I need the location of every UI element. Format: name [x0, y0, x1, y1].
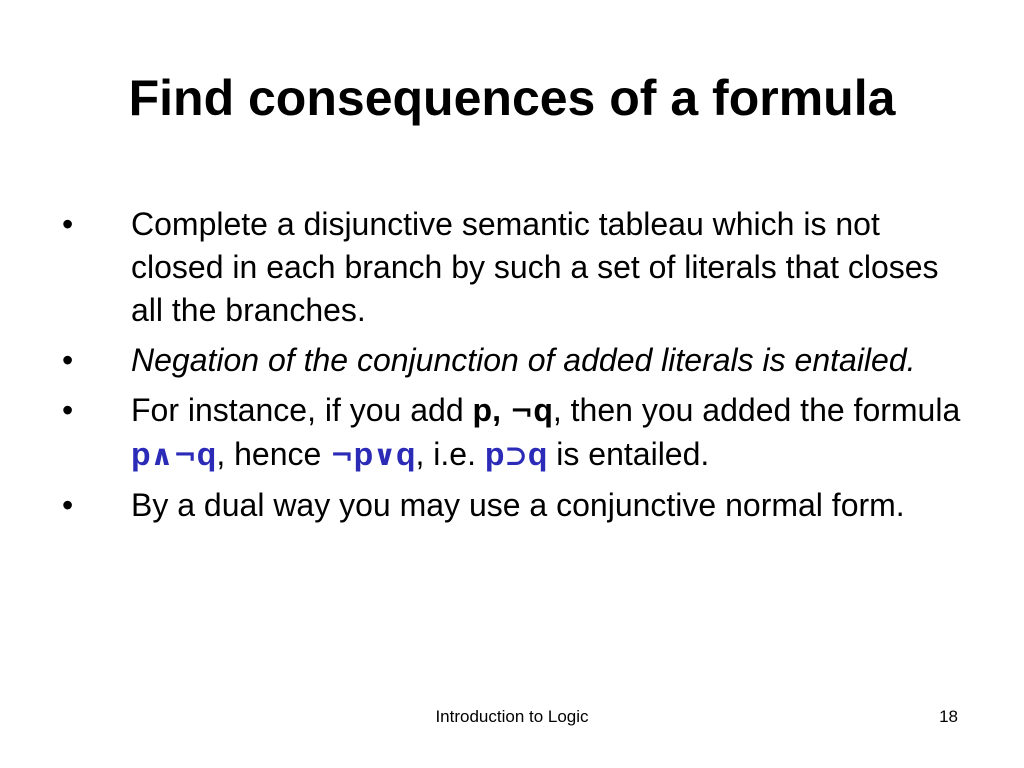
bullet-text: By a dual way you may use a conjunctive normal form.	[131, 487, 905, 523]
bullet-text-part: , i.e.	[415, 436, 485, 472]
formula-disjunction	[330, 436, 415, 472]
bullet-text: Negation of the conjunction of added literals is entailed.	[131, 342, 916, 378]
literal-p: p,	[472, 392, 510, 428]
or-symbol: ∨	[373, 439, 396, 472]
and-symbol: ∧	[150, 439, 174, 472]
literal-q: q	[533, 392, 553, 428]
bullet-item-2	[0, 339, 1024, 382]
bullet-marker: •	[62, 392, 74, 428]
bullet-marker: •	[62, 487, 74, 523]
bullet-text: Complete a disjunctive semantic tableau which is not closed in each branch by such a set of literals that closes all the branches.	[131, 206, 939, 328]
negation-symbol: ¬	[173, 439, 197, 472]
bullet-marker: •	[62, 342, 74, 378]
bullet-text-part: , then you added the formula	[552, 392, 961, 428]
bullet-item-1	[0, 203, 1024, 332]
footer-title: Introduction to Logic	[435, 707, 589, 726]
negation-symbol: ¬	[330, 439, 354, 472]
page-number: 18	[939, 707, 958, 726]
bullet-text-part: is entailed.	[547, 436, 710, 472]
formula-p: p	[131, 436, 151, 472]
formula-q: q	[395, 436, 416, 472]
bullet-marker: •	[62, 206, 74, 242]
slide-title: Find consequences of a formula	[128, 70, 896, 126]
bullet-list	[0, 203, 1024, 534]
bullet-item-4	[0, 484, 1024, 527]
formula-q: q	[196, 436, 217, 472]
formula-conjunction	[131, 436, 216, 472]
formula-p: p	[353, 436, 374, 472]
bullet-text-part: For instance, if you add	[131, 392, 473, 428]
formula-q: q	[527, 436, 548, 472]
formula-p: p	[484, 436, 505, 472]
formula-implication	[485, 436, 548, 472]
implication-symbol: ⊃	[504, 439, 528, 472]
bullet-item-3	[0, 389, 1024, 477]
negation-symbol: ¬	[509, 395, 534, 428]
bullet-text-part: , hence	[216, 436, 331, 472]
